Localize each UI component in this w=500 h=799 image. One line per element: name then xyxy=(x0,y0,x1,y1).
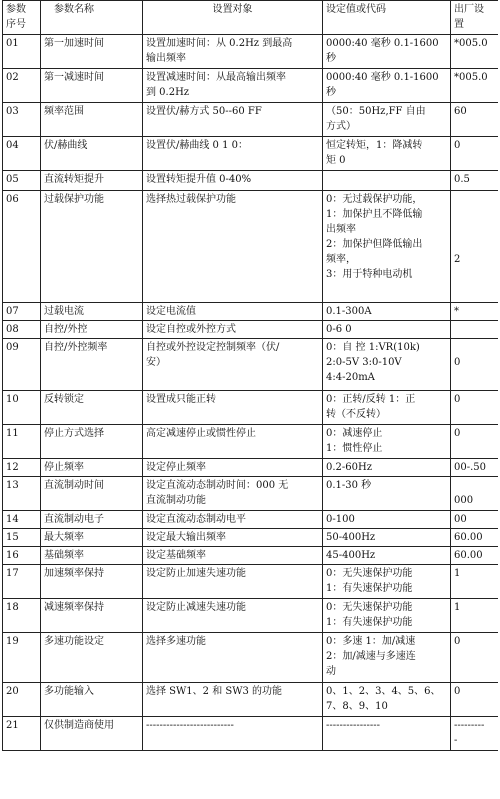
param-no-cell xyxy=(3,547,41,565)
factory-default-cell xyxy=(451,321,499,339)
table-row xyxy=(3,35,499,69)
param-no-cell xyxy=(3,137,41,171)
param-no-cell xyxy=(3,171,41,191)
factory-default-cell xyxy=(451,191,499,303)
factory-default-cell-text: 0 xyxy=(454,636,461,647)
set-value-cell-text: 0000:40 毫秒 0.1-1600 秒 xyxy=(326,72,439,98)
param-no-cell-text: 07 xyxy=(6,306,19,317)
param-no-cell-text: 09 xyxy=(6,342,19,353)
set-value-cell xyxy=(323,69,451,103)
set-object-cell-text: 设置减速时间：从最高输出频率 到 0.2Hz xyxy=(146,72,286,98)
set-object-cell xyxy=(143,565,323,599)
param-name-cell-text: 第一减速时间 xyxy=(44,72,104,83)
set-value-cell-text: 0：无失速保护功能 1：有失速保护功能 xyxy=(326,568,413,594)
param-name-cell xyxy=(41,339,143,391)
factory-default-cell-text: 60.00 xyxy=(454,550,483,561)
set-object-cell-text: 设定最大输出频率 xyxy=(146,532,226,543)
set-object-cell xyxy=(143,339,323,391)
parameter-table xyxy=(2,0,498,751)
factory-default-cell-text: *005.0 xyxy=(454,38,488,49)
param-no-cell xyxy=(3,683,41,717)
param-name-cell xyxy=(41,633,143,683)
factory-default-cell xyxy=(451,35,499,69)
set-object-cell xyxy=(143,69,323,103)
set-object-cell xyxy=(143,717,323,751)
set-value-cell-text: 0：多速 1：加/减速 2：加/减速与多速连 动 xyxy=(326,636,416,677)
table-row xyxy=(3,529,499,547)
factory-default-cell-text: *005.0 xyxy=(454,72,488,83)
set-object-cell-text: 设置伏/赫方式 50--60 FF xyxy=(146,106,262,117)
table-row xyxy=(3,477,499,511)
set-object-cell-text: 选择热过载保护功能 xyxy=(146,194,236,205)
set-object-cell-text: 设定停止频率 xyxy=(146,462,206,473)
set-value-cell-text: 0.1-30 秒 xyxy=(326,480,372,491)
set-value-cell xyxy=(323,717,451,751)
param-name-cell xyxy=(41,35,143,69)
set-value-cell-text: 45-400Hz xyxy=(326,550,376,561)
param-no-cell xyxy=(3,633,41,683)
factory-default-cell xyxy=(451,511,499,529)
table-row xyxy=(3,683,499,717)
table-row xyxy=(3,103,499,137)
factory-default-cell xyxy=(451,391,499,425)
factory-default-cell xyxy=(451,717,499,751)
param-name-cell xyxy=(41,69,143,103)
param-name-cell xyxy=(41,103,143,137)
param-no-cell-text: 19 xyxy=(6,636,19,647)
table-row xyxy=(3,511,499,529)
set-object-cell xyxy=(143,477,323,511)
param-name-cell xyxy=(41,717,143,751)
factory-default-cell-text: --------- - xyxy=(454,720,485,746)
set-object-cell-text: 设置转矩提升值 0-40% xyxy=(146,174,252,185)
param-no-cell xyxy=(3,69,41,103)
set-value-cell xyxy=(323,425,451,459)
set-value-cell xyxy=(323,529,451,547)
param-name-cell xyxy=(41,191,143,303)
factory-default-cell xyxy=(451,425,499,459)
param-name-cell-text: 自控/外控 xyxy=(44,324,88,335)
set-value-cell-text: 恒定转矩，1：降减转 矩 0 xyxy=(326,140,423,166)
param-name-cell-text: 直流转矩提升 xyxy=(44,174,104,185)
factory-default-cell-text: 2 xyxy=(454,254,461,265)
table-row xyxy=(3,339,499,391)
table-row xyxy=(3,191,499,303)
param-no-cell-text: 18 xyxy=(6,602,19,613)
set-value-cell-text: 0：减速停止 1：惯性停止 xyxy=(326,428,383,454)
factory-default-cell xyxy=(451,137,499,171)
param-no-cell-text: 20 xyxy=(6,686,19,697)
factory-default-cell-text: 0 xyxy=(454,357,461,368)
set-value-cell xyxy=(323,171,451,191)
table-row xyxy=(3,321,499,339)
set-object-cell xyxy=(143,303,323,321)
set-object-cell-text: -------------------------- xyxy=(146,720,234,731)
set-object-cell-text: 设置伏/赫曲线 0 1 0： xyxy=(146,140,248,151)
param-name-cell xyxy=(41,137,143,171)
factory-default-cell xyxy=(451,565,499,599)
set-value-cell-text: 0-6 0 xyxy=(326,324,352,335)
set-value-cell-text: （50：50Hz,FF 自由 方式） xyxy=(326,106,426,132)
factory-default-cell-text: 0 xyxy=(454,140,461,151)
table-row xyxy=(3,69,499,103)
param-no-cell-text: 01 xyxy=(6,38,19,49)
set-object-cell xyxy=(143,547,323,565)
param-name-cell xyxy=(41,171,143,191)
set-value-cell xyxy=(323,391,451,425)
param-no-cell-text: 15 xyxy=(6,532,19,543)
set-object-cell xyxy=(143,459,323,477)
param-name-cell-text: 停止方式选择 xyxy=(44,428,104,439)
set-value-cell-text: 0：自 控 1:VR(10k) 2:0-5V 3:0-10V 4:4-20mA xyxy=(326,342,420,383)
set-value-cell xyxy=(323,137,451,171)
set-value-cell-text: 0000:40 毫秒 0.1-1600 秒 xyxy=(326,38,439,64)
set-object-cell-text: 设定防止加速失速功能 xyxy=(146,568,246,579)
factory-default-cell-text: 000 xyxy=(454,495,474,506)
set-object-cell-text: 设定防止减速失速功能 xyxy=(146,602,246,613)
param-name-cell-text: 过载电流 xyxy=(44,306,84,317)
factory-default-cell xyxy=(451,171,499,191)
factory-default-cell xyxy=(451,529,499,547)
param-name-cell xyxy=(41,459,143,477)
param-name-cell-text: 基础频率 xyxy=(44,550,84,561)
param-no-cell-text: 03 xyxy=(6,106,19,117)
param-no-cell xyxy=(3,459,41,477)
set-value-cell-text: ---------------- xyxy=(326,720,381,731)
set-value-cell xyxy=(323,547,451,565)
set-object-cell-text: 选择 SW1、2 和 SW3 的功能 xyxy=(146,686,283,697)
param-name-cell-text: 多功能输入 xyxy=(44,686,94,697)
param-no-cell-text: 08 xyxy=(6,324,19,335)
table-header-row xyxy=(3,1,499,35)
table-row xyxy=(3,565,499,599)
param-name-cell xyxy=(41,547,143,565)
param-no-cell xyxy=(3,477,41,511)
set-object-cell xyxy=(143,633,323,683)
set-object-cell xyxy=(143,35,323,69)
header-set-value: 设定值或代码 xyxy=(323,1,451,35)
set-value-cell-text: 50-400Hz xyxy=(326,532,376,543)
factory-default-cell xyxy=(451,599,499,633)
header-param-name: 参数名称 xyxy=(41,1,143,35)
param-name-cell xyxy=(41,565,143,599)
set-value-cell xyxy=(323,103,451,137)
param-no-cell-text: 05 xyxy=(6,174,19,185)
set-value-cell xyxy=(323,477,451,511)
set-object-cell xyxy=(143,425,323,459)
param-name-cell xyxy=(41,683,143,717)
table-row xyxy=(3,633,499,683)
factory-default-cell-text: 60 xyxy=(454,106,467,117)
set-value-cell xyxy=(323,599,451,633)
param-name-cell xyxy=(41,511,143,529)
set-object-cell xyxy=(143,529,323,547)
param-name-cell xyxy=(41,391,143,425)
set-object-cell xyxy=(143,511,323,529)
param-no-cell xyxy=(3,717,41,751)
param-no-cell-text: 06 xyxy=(6,194,19,205)
param-name-cell-text: 直流制动时间 xyxy=(44,480,104,491)
set-value-cell xyxy=(323,303,451,321)
table-row xyxy=(3,599,499,633)
table-row xyxy=(3,547,499,565)
factory-default-cell-text: * xyxy=(454,306,459,317)
set-value-cell xyxy=(323,191,451,303)
param-no-cell xyxy=(3,191,41,303)
set-value-cell xyxy=(323,339,451,391)
set-object-cell xyxy=(143,137,323,171)
factory-default-cell xyxy=(451,69,499,103)
factory-default-cell-text: 1 xyxy=(454,602,461,613)
param-name-cell xyxy=(41,477,143,511)
factory-default-cell-text: 00-.50 xyxy=(454,462,487,473)
factory-default-cell-text: 60.00 xyxy=(454,532,483,543)
set-object-cell-text: 设定自控或外控方式 xyxy=(146,324,236,335)
param-name-cell xyxy=(41,529,143,547)
set-value-cell xyxy=(323,633,451,683)
factory-default-cell xyxy=(451,477,499,511)
set-value-cell-text: 0：无过载保护功能， 1：加保护且不降低输 出频率 2：加保护但降低输出 频率， 3：用于特种电动机 xyxy=(326,194,423,280)
param-no-cell xyxy=(3,599,41,633)
set-value-cell-text: 0：无失速保护功能 1：有失速保护功能 xyxy=(326,602,413,628)
param-name-cell-text: 仅供制造商使用 xyxy=(44,720,114,731)
set-object-cell xyxy=(143,683,323,717)
param-no-cell xyxy=(3,321,41,339)
set-object-cell xyxy=(143,599,323,633)
param-name-cell xyxy=(41,599,143,633)
factory-default-cell xyxy=(451,547,499,565)
param-name-cell-text: 过载保护功能 xyxy=(44,194,104,205)
set-value-cell xyxy=(323,683,451,717)
set-object-cell xyxy=(143,391,323,425)
param-no-cell xyxy=(3,425,41,459)
param-name-cell-text: 直流制动电子 xyxy=(44,514,104,525)
set-object-cell-text: 设置成只能正转 xyxy=(146,394,216,405)
param-no-cell xyxy=(3,565,41,599)
param-no-cell-text: 21 xyxy=(6,720,19,731)
set-value-cell xyxy=(323,565,451,599)
param-no-cell xyxy=(3,339,41,391)
param-no-cell xyxy=(3,303,41,321)
table-row xyxy=(3,391,499,425)
factory-default-cell xyxy=(451,103,499,137)
param-no-cell-text: 14 xyxy=(6,514,19,525)
param-no-cell-text: 04 xyxy=(6,140,19,151)
header-set-object: 设置对象 xyxy=(143,1,323,35)
factory-default-cell xyxy=(451,459,499,477)
set-object-cell-text: 设定直流动态制动时间：000 无 直流制动功能 xyxy=(146,480,289,506)
param-name-cell-text: 反转锁定 xyxy=(44,394,84,405)
set-object-cell xyxy=(143,191,323,303)
set-object-cell-text: 设定直流动态制动电平 xyxy=(146,514,246,525)
set-object-cell-text: 设置加速时间：从 0.2Hz 到最高 输出频率 xyxy=(146,38,293,64)
param-no-cell-text: 17 xyxy=(6,568,19,579)
param-name-cell-text: 自控/外控频率 xyxy=(44,342,108,353)
set-value-cell-text: 0：正转/反转 1：正 转（不反转） xyxy=(326,394,416,420)
set-object-cell-text: 设定基础频率 xyxy=(146,550,206,561)
table-row xyxy=(3,303,499,321)
set-object-cell xyxy=(143,103,323,137)
set-object-cell xyxy=(143,171,323,191)
param-name-cell-text: 最大频率 xyxy=(44,532,84,543)
table-row xyxy=(3,137,499,171)
factory-default-cell xyxy=(451,339,499,391)
param-no-cell xyxy=(3,35,41,69)
param-name-cell-text: 第一加速时间 xyxy=(44,38,104,49)
set-value-cell-text: 0-100 xyxy=(326,514,355,525)
param-no-cell-text: 11 xyxy=(6,428,19,439)
set-value-cell xyxy=(323,459,451,477)
table-row xyxy=(3,717,499,751)
param-no-cell xyxy=(3,511,41,529)
set-value-cell-text: 0.1-300A xyxy=(326,306,372,317)
param-name-cell-text: 多速功能设定 xyxy=(44,636,104,647)
param-name-cell xyxy=(41,303,143,321)
set-object-cell-text: 选择多速功能 xyxy=(146,636,206,647)
param-no-cell xyxy=(3,103,41,137)
set-object-cell xyxy=(143,321,323,339)
param-no-cell-text: 16 xyxy=(6,550,19,561)
factory-default-cell xyxy=(451,303,499,321)
param-name-cell-text: 加速频率保持 xyxy=(44,568,104,579)
header-param-no: 参数 序号 xyxy=(3,1,41,35)
param-no-cell-text: 13 xyxy=(6,480,19,491)
param-name-cell-text: 伏/赫曲线 xyxy=(44,140,88,151)
param-name-cell-text: 停止频率 xyxy=(44,462,84,473)
set-object-cell-text: 高定减速停止或惯性停止 xyxy=(146,428,256,439)
param-no-cell xyxy=(3,391,41,425)
set-value-cell-text: 0、1、2、3、4、5、6、 7、8、9、10 xyxy=(326,686,441,712)
set-value-cell xyxy=(323,321,451,339)
document-page xyxy=(2,0,498,799)
param-name-cell xyxy=(41,425,143,459)
param-name-cell-text: 频率范围 xyxy=(44,106,84,117)
param-no-cell-text: 10 xyxy=(6,394,19,405)
table-body xyxy=(3,35,499,751)
set-value-cell xyxy=(323,511,451,529)
set-object-cell-text: 设定电流值 xyxy=(146,306,196,317)
param-no-cell-text: 02 xyxy=(6,72,19,83)
factory-default-cell-text: 0 xyxy=(454,394,461,405)
factory-default-cell-text: 1 xyxy=(454,568,461,579)
factory-default-cell-text: 00 xyxy=(454,514,467,525)
factory-default-cell-text: 0 xyxy=(454,686,461,697)
set-value-cell xyxy=(323,35,451,69)
param-no-cell xyxy=(3,529,41,547)
table-row xyxy=(3,459,499,477)
param-no-cell-text: 12 xyxy=(6,462,19,473)
param-name-cell xyxy=(41,321,143,339)
table-row xyxy=(3,171,499,191)
table-row xyxy=(3,425,499,459)
factory-default-cell xyxy=(451,683,499,717)
set-object-cell-text: 自控或外控设定控制频率（伏/ 安） xyxy=(146,342,280,368)
set-value-cell-text: 0.2-60Hz xyxy=(326,462,372,473)
param-name-cell-text: 减速频率保持 xyxy=(44,602,104,613)
factory-default-cell-text: 0 xyxy=(454,428,461,439)
header-factory-default: 出厂设 置 xyxy=(451,1,499,35)
factory-default-cell xyxy=(451,633,499,683)
factory-default-cell-text: 0.5 xyxy=(454,174,470,185)
